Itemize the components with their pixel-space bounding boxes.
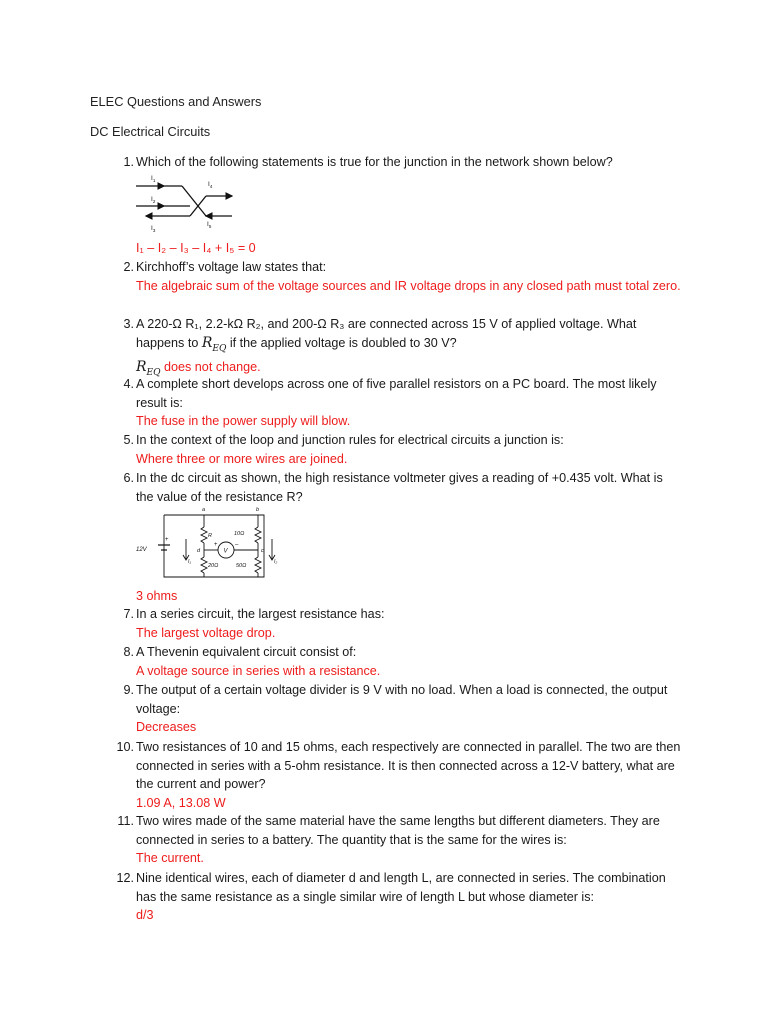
question-text: Two resistances of 10 and 15 ohms, each respectively are connected in parallel. The two are then connected in series with a 5-ohm resistance. It is then connected across a 12-V battery, what are the current and power? [136,740,681,792]
current-i2-label: I₂ [274,559,278,565]
question-4 [112,375,682,431]
answer-2: The algebraic sum of the voltage sources and IR voltage drops in any closed path must total zero. [136,278,681,293]
question-text: In a series circuit, the largest resistance has: [136,607,385,621]
question-text: A 220-Ω R₁, 2.2-kΩ R₂, and 200-Ω R₃ are connected across 15 V of applied voltage. What happens to $R_{EQ}$ if the applied voltage is doubled to 30 V? [136,317,637,354]
question-text: Kirchhoff’s voltage law states that: [136,260,327,274]
resistor-50-label: 50Ω [236,563,247,569]
fig1-label-i3: $I_3$ [151,225,156,233]
question-1 [112,153,682,172]
fig1-label-i2: $I_2$ [151,196,156,204]
answer-8: A voltage source in series with a resistance. [136,663,381,678]
question-3 [112,315,682,382]
node-c-label: c [261,548,264,554]
question-number: 7. [123,607,134,621]
resistor-r-label: R [208,533,212,539]
question-number: 6. [123,471,134,485]
battery-voltage-label: 12V [136,547,147,553]
resistor-20-label: 20Ω [208,563,219,569]
fig1-label-i1: $I_1$ [151,175,156,183]
question-text: A complete short develops across one of five parallel resistors on a PC board. The most likely result is: [136,377,657,410]
question-number: 4. [123,377,134,391]
answer-10: 1.09 A, 13.08 W [136,795,226,810]
question-7 [112,605,682,642]
question-text: Nine identical wires, each of diameter d and length L, are connected in series. The combination has the same resistance as a single similar wire of length L but whose diameter is: [136,871,666,904]
dc-circuit-figure [134,505,284,585]
question-number: 12. [116,871,134,885]
answer-9: Decreases [136,720,197,735]
answer-6: 3 ohms [136,589,178,603]
question-12 [112,869,682,925]
node-a-label: a [202,507,206,513]
question-10 [112,738,682,812]
battery-plus-label: + [165,537,169,543]
answer-5: Where three or more wires are joined. [136,451,348,466]
answer-4: The fuse in the power supply will blow. [136,414,351,429]
node-d-label: d [197,548,201,554]
fig1-label-i4: $I_4$ [208,181,213,189]
question-text: The output of a certain voltage divider is 9 V with no load. When a load is connected, the output voltage: [136,683,668,716]
node-b-label: b [256,507,260,513]
answer-7: The largest voltage drop. [136,625,276,640]
question-number: 10. [116,740,134,754]
junction-network-figure [134,172,234,236]
question-5 [112,431,682,468]
answer-6-block [112,587,682,606]
question-text: A Thevenin equivalent circuit consist of: [136,645,357,659]
answer-1: I₁ – I₂ – I₃ – I₄ + I₅ = 0 [136,241,256,255]
question-number: 9. [123,683,134,697]
voltmeter-plus-label: + [214,542,218,548]
question-11 [112,812,682,868]
question-number: 5. [123,433,134,447]
voltmeter-minus-label: – [235,542,239,548]
question-2 [112,258,682,295]
question-8 [112,643,682,680]
question-text: In the context of the loop and junction rules for electrical circuits a junction is: [136,433,564,447]
voltmeter-label: V [223,548,228,555]
question-number: 1. [123,155,134,169]
answer-11: The current. [136,851,204,866]
answer-3: $R_{EQ}$ does not change. [136,358,261,378]
resistor-10-label: 10Ω [234,531,245,537]
question-6 [112,469,682,506]
question-9 [112,681,682,737]
question-text: Two wires made of the same material have the same lengths but different diameters. They are connected in series to a battery. The quantity that is the same for the wires is: [136,814,660,847]
question-number: 8. [123,645,134,659]
question-text: Which of the following statements is true for the junction in the network shown below? [136,155,613,169]
answer-1-block [112,239,682,258]
section-heading: DC Electrical Circuits [90,124,211,139]
question-text: In the dc circuit as shown, the high resistance voltmeter gives a reading of +0.435 volt. What is the value of the resistance R? [136,471,663,504]
question-number: 11. [117,814,134,828]
current-i1-label: I₁ [188,559,191,565]
req-symbol: $R_{EQ}$ [136,358,161,378]
question-number: 2. [123,260,134,274]
req-symbol: $R_{EQ}$ [201,334,227,354]
question-number: 3. [123,317,134,331]
answer-12: d/3 [136,908,154,923]
document-title: ELEC Questions and Answers [90,94,262,109]
fig1-label-i5: $I_5$ [207,221,212,229]
